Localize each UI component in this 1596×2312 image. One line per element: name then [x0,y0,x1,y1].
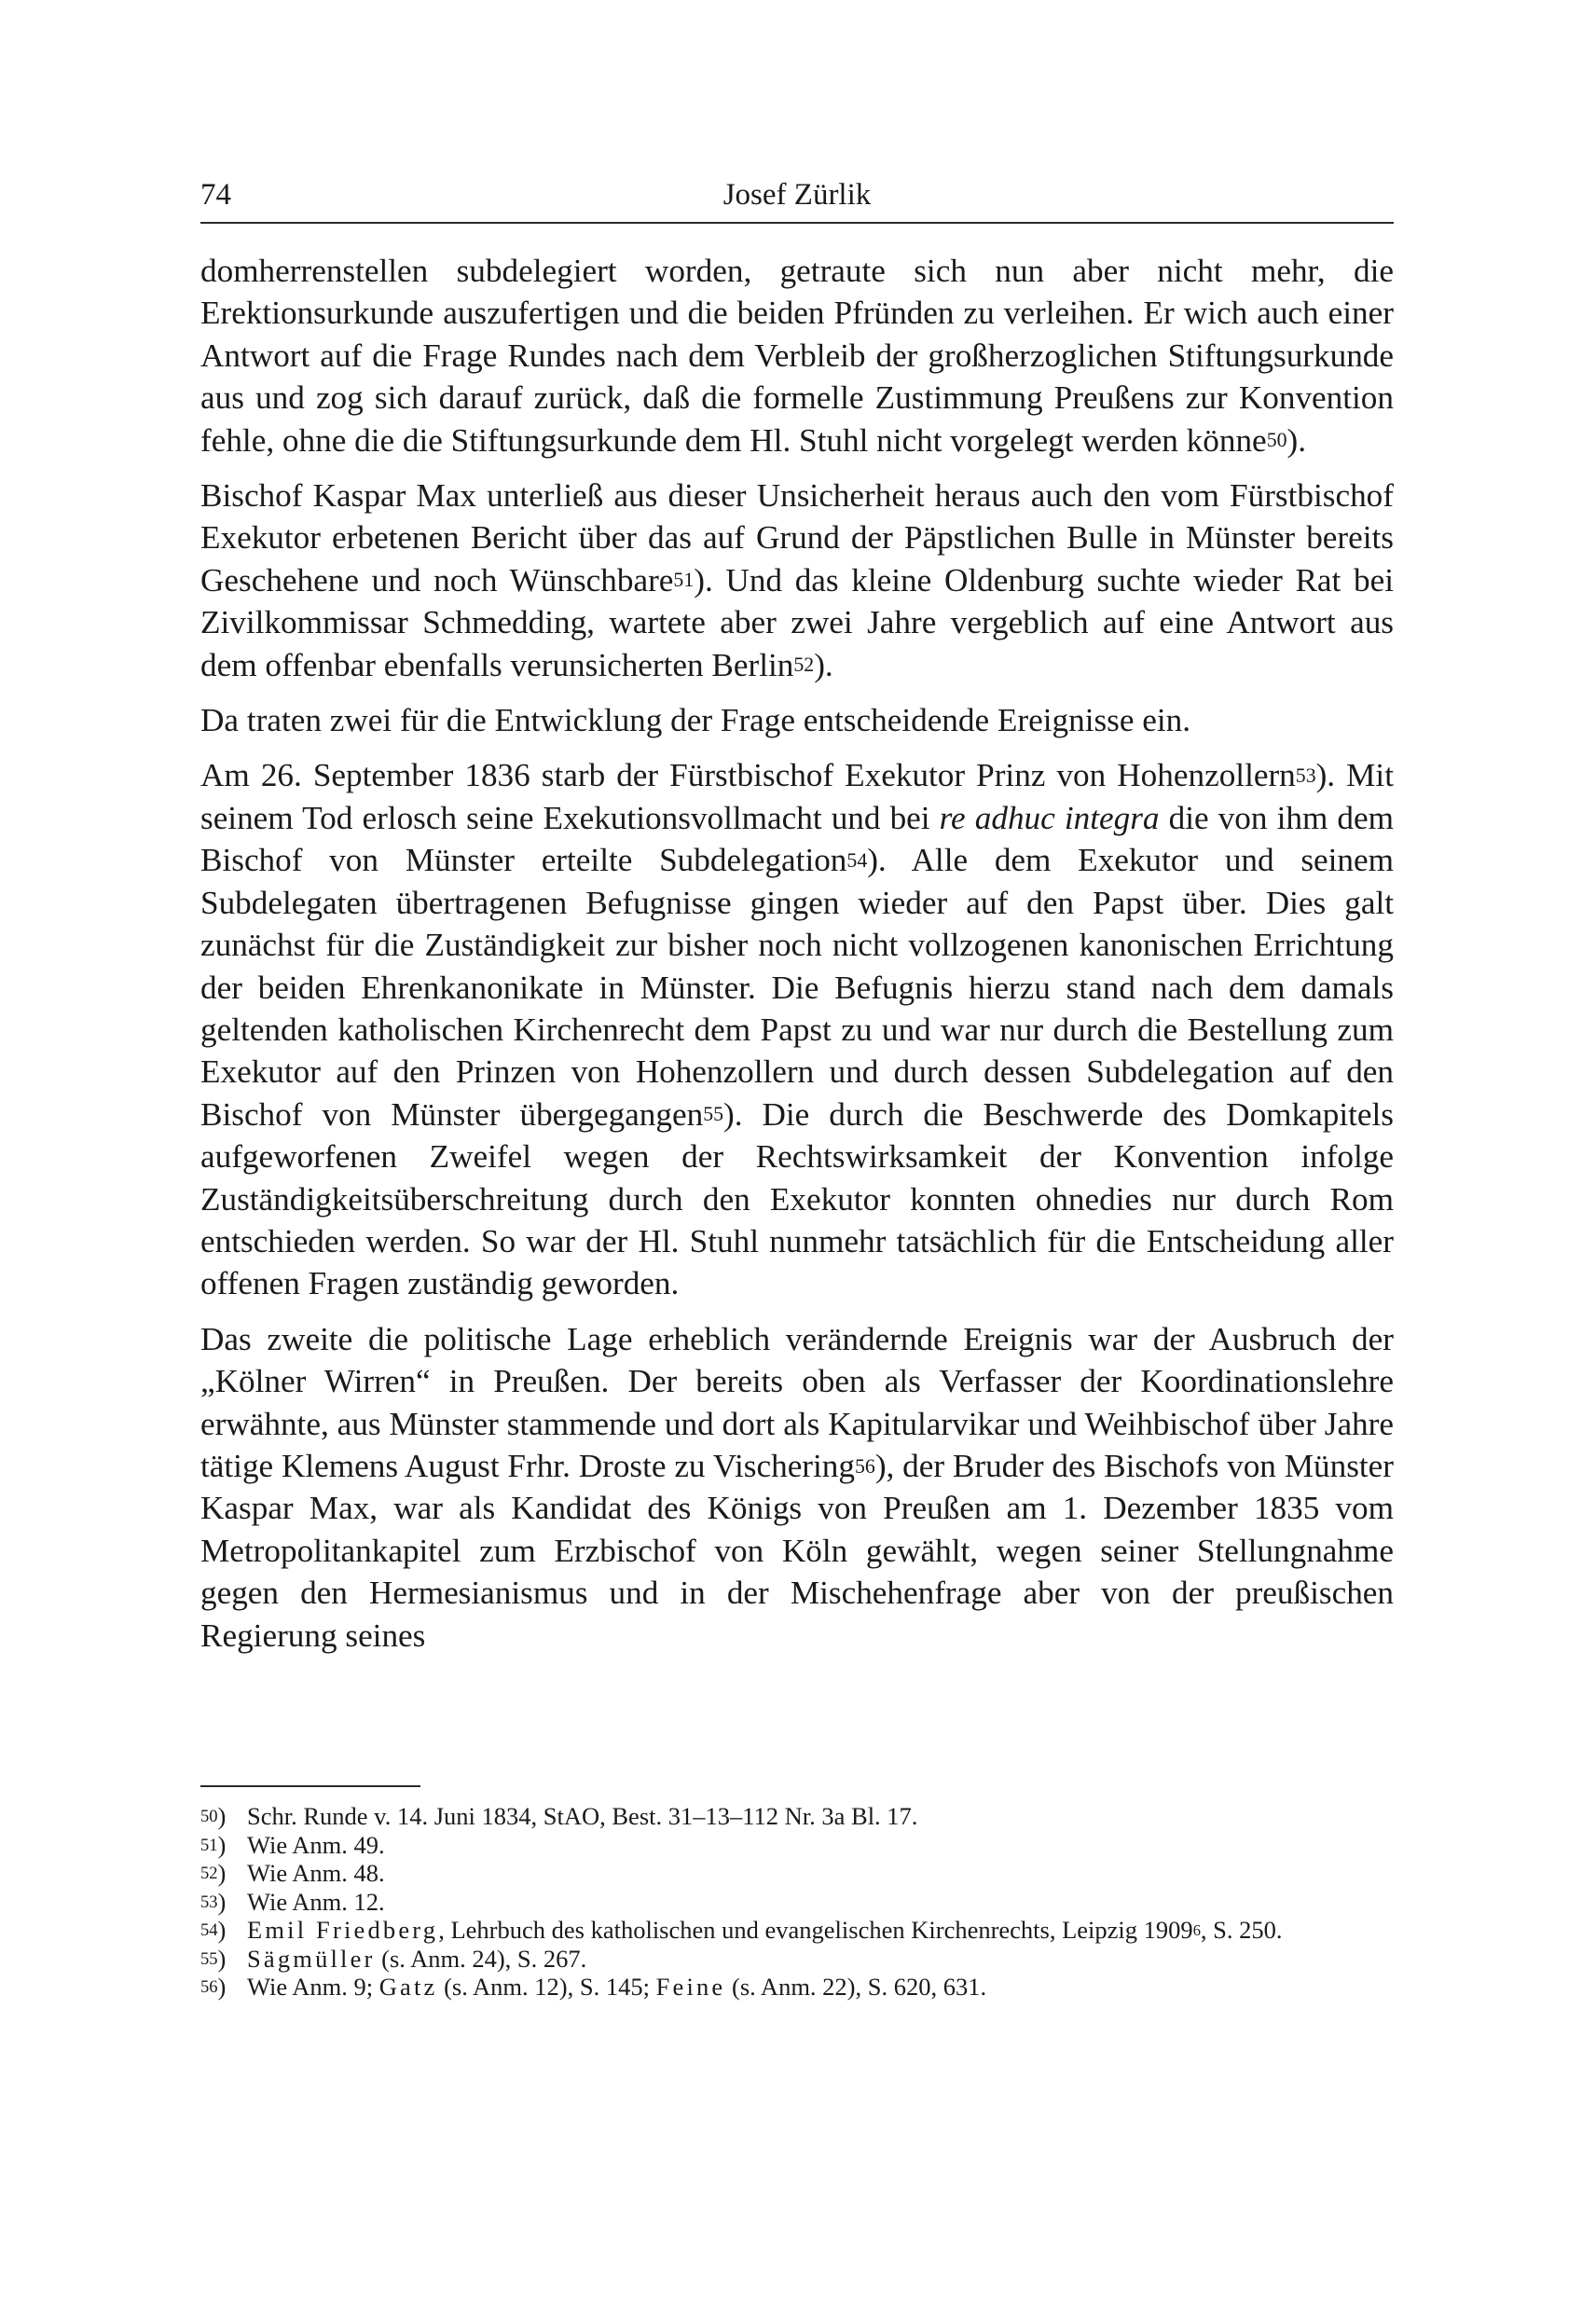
footnote: $^{55}$) Sägmüller (s. Anm. 24), S. 267. [200,1944,587,1973]
latin-phrase: re adhuc integra [939,799,1160,836]
footnote: $^{51}$) Wie Anm. 49. [200,1830,385,1859]
footnote-number: 54 [200,1920,218,1941]
footnote-number: 53 [200,1892,218,1912]
footnote: $^{53}$) Wie Anm. 12. [200,1887,385,1916]
footnote-number: 51 [200,1835,218,1855]
paragraph: Da traten zwei für die Entwicklung der Frage entscheidende Ereignisse ein. [200,702,1191,739]
footnote-ref: 55 [703,1103,723,1126]
footnote-number: 56 [200,1977,218,1998]
footnote-number: 52 [200,1864,218,1884]
paragraph: Das zweite die politische Lage erheblich verändernde Ereignis war der Ausbruch der „Kölner Wirren“ in Preußen. Der bereits oben als Verfasser der Koordinationslehre erwähnte, aus Münster stammende und dort als Kapitularvikar und Weihbischof über Jahre tätige Klemens August Frhr. Droste zu Vischering$^{56}$), der Bruder des Bischofs von Münster Kaspar Max, war als Kandidat des Königs von Preußen am 1. Dezember 1835 vom Metropolitankapitel zum Erzbischof von Köln gewählt, wegen seiner Stellungnahme gegen den Hermesianismus und in der Mischehenfrage aber von der preußischen Regierung seines [200,1320,1395,1654]
page-number: 74 [200,178,231,212]
cited-author: Sägmüller [247,1944,376,1973]
footnote-ref: 52 [793,654,815,677]
footnote-ref: 56 [855,1454,875,1478]
cited-author: Gatz [378,1973,438,2001]
paragraph: Bischof Kaspar Max unterließ aus dieser Unsicherheit heraus auch den vom Fürstbischof Exekutor erbetenen Bericht über das auf Grund der Päpstlichen Bulle in Münster bereits Geschehene und noch Wünschbare$^{51}$). Und das kleine Oldenburg suchte wieder Rat bei Zivilkommissar Schmedding, wartete aber zwei Jahre vergeblich auf eine Antwort aus dem offenbar ebenfalls verunsicherten Berlin$^{52}$). [200,477,1394,683]
footnote: $^{52}$) Wie Anm. 48. [200,1859,385,1887]
edition-number: 6 [1192,1920,1201,1939]
footnotes [200,1802,1394,2002]
main-text [200,250,1394,1657]
running-head: Josef Zürlik [722,178,872,212]
cited-author: Emil Friedberg [247,1916,439,1944]
footnote-ref: 53 [1295,764,1316,788]
footnote: $^{56}$) Wie Anm. 9; Gatz (s. Anm. 12), S. 145; Feine (s. Anm. 22), S. 620, 631. [200,1973,987,2001]
document-page [200,0,1394,2312]
footnote: $^{54}$) Emil Friedberg, Lehrbuch des katholischen und evangelischen Kirchenrechts, Leipzig 1909$^6$, S. 250. [200,1916,1283,1944]
paragraph: domherrenstellen subdelegiert worden, getraute sich nun aber nicht mehr, die Erektionsurkunde auszufertigen und die beiden Pfründen zu verleihen. Er wich auch einer Antwort auf die Frage Rundes nach dem Verbleib der großherzoglichen Stiftungsurkunde aus und zog sich darauf zurück, daß die formelle Zustimmung Preußens zur Konvention fehle, ohne die die Stiftungsurkunde dem Hl. Stuhl nicht vorgelegt werden könne$^{50}$). [200,253,1394,459]
footnote-number: 55 [200,1948,218,1969]
footnote-rule [200,1785,420,1787]
footnote-ref: 54 [846,848,868,872]
footnote-ref: 51 [673,569,695,592]
footnote-number: 50 [200,1807,218,1827]
paragraph: Am 26. September 1836 starb der Fürstbischof Exekutor Prinz von Hohenzollern$^{53}$). Mit seinem Tod erlosch seine Exekutionsvollmacht und bei re adhuc integra die von ihm dem Bischof von Münster erteilte Subdelegation$^{54}$). Alle dem Exekutor und seinem Subdelegaten übertragenen Befugnisse gingen wieder auf den Papst über. Dies galt zunächst für die Zuständigkeit zur bisher noch nicht vollzogenen kanonischen Errichtung der beiden Ehrenkanonikate in Münster. Die Befugnis hierzu stand nach dem damals geltenden katholischen Kirchenrecht dem Papst zu und war nur durch die Bestellung zum Exekutor auf den Prinzen von Hohenzollern und durch dessen Subdelegation auf den Bischof von Münster übergegangen$^{55}$). Die durch die Beschwerde des Domkapitels aufgeworfenen Zweifel wegen der Rechtswirksamkeit der Konvention infolge Zuständigkeitsüberschreitung durch den Exekutor konnten ohnedies nur durch Rom entschieden werden. So war der Hl. Stuhl nunmehr tatsächlich für die Entscheidung aller offenen Fragen zuständig geworden. [200,757,1394,1302]
header-rule [200,222,1394,224]
footnote-ref: 50 [1266,429,1287,452]
footnote: $^{50}$) Schr. Runde v. 14. Juni 1834, StAO, Best. 31–13–112 Nr. 3a Bl. 17. [200,1802,918,1830]
page-header [200,173,1394,216]
cited-author: Feine [655,1973,726,2001]
